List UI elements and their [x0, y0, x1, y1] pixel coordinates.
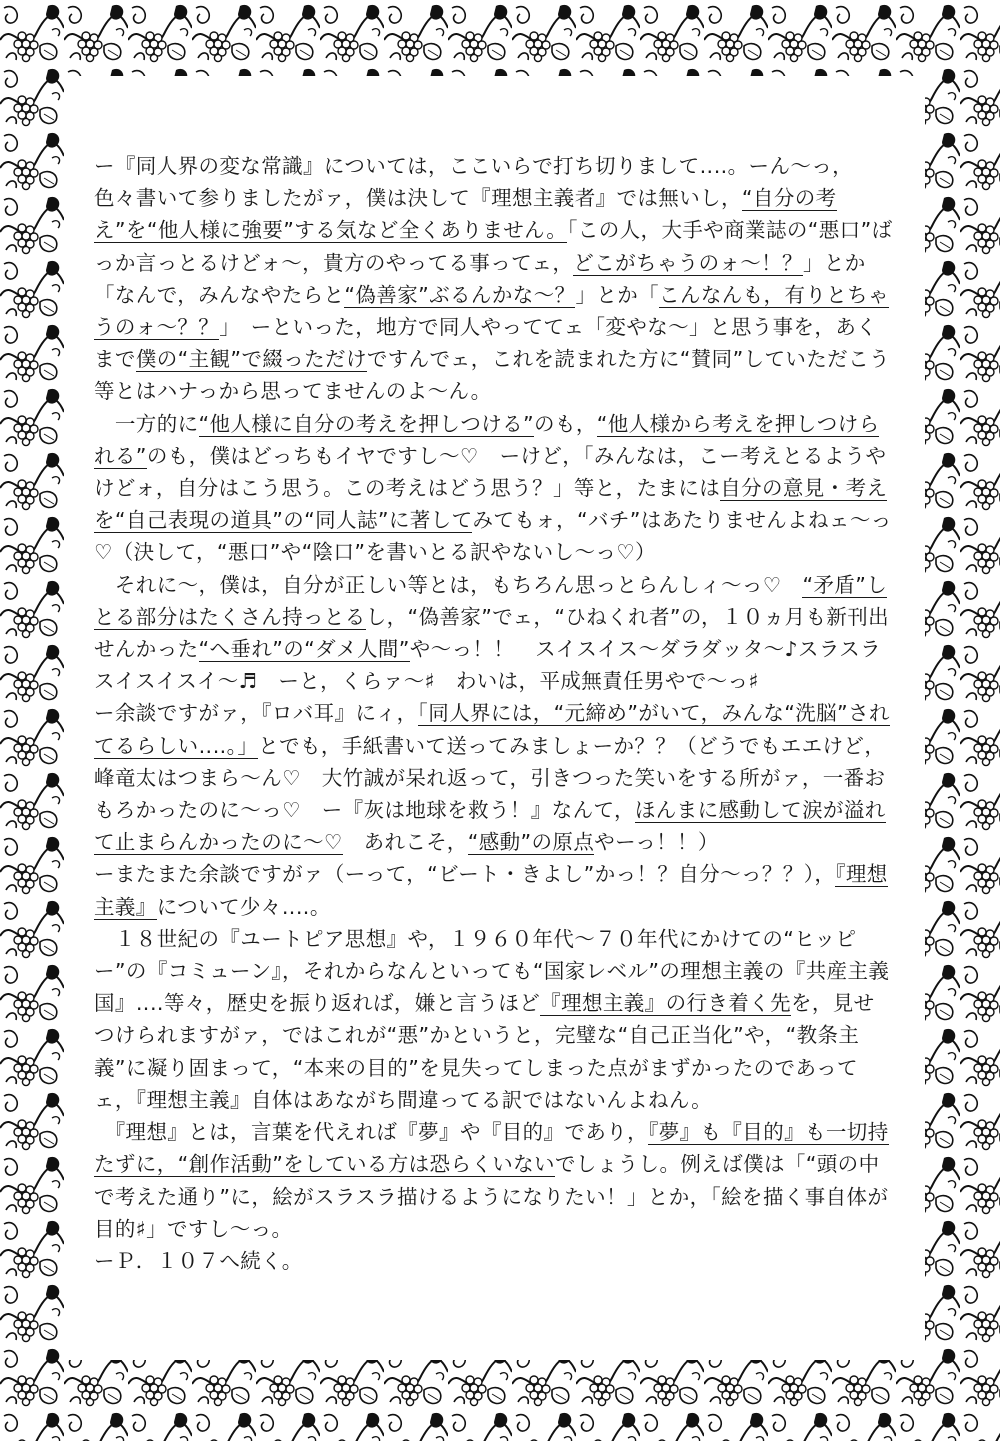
underlined-text: “他人様に自分の考えを押しつける” — [198, 411, 535, 436]
underlined-text: “矛盾”しとる部分はたくさん持っとる — [94, 572, 888, 629]
underlined-text: “他人様から考えを押しつけられる” — [94, 411, 880, 468]
paragraph: ーまたまた余談ですがァ（ーって，“ビート・きよし”かっ！？自分〜っ？？），『理想主義』について少々‥‥。 — [94, 862, 888, 919]
underlined-text: どこがちゃうのォ〜！？ — [573, 250, 803, 275]
underlined-text: 僕の“主観”で綴っただけ — [135, 347, 367, 372]
paragraph: それに〜，僕は，自分が正しい等とは，もちろん思っとらんしィ〜っ♡ “矛盾”しとる部分はたくさん持っとるし，“偽善家”でェ，“ひねくれ者”の，１０ヵ月も新刊出せんかった“へ垂れ”の“ダメ人間”や〜っ！！ スイスイス〜ダラダッタ〜♪スラスラスイスイスイ〜♬ ーと，くらァ〜♯ わいは，平成無責任男やで〜っ♯ — [94, 572, 890, 694]
paragraph: ー『同人界の変な常識』については，ここいらで打ち切りまして‥‥。ーん〜っ，色々書いて参りましたがァ，僕は決して『理想主義者』では無いし，“自分の考え”を“他人様に強要”する気など全くありません。「この人，大手や商業誌の“悪口”ばっか言っとるけどォ〜，貴方のやってる事ってェ，どこがちゃうのォ〜！？」とか「なんで，みんなやたらと“偽善家”ぶるんかな〜？」とか「こんなんも，有りとちゃうのォ〜？？」 ーといった，地方で同人やっててェ「変やな〜」と思う事を，あくまで僕の“主観”で綴っただけですんでェ，これを読まれた方に“賛同”していただこう等とはハナっから思ってませんのよ〜ん。 — [94, 154, 893, 404]
underlined-text: 「同人界には，“元締め”がいて，みんな“洗脳”されてるらしい‥‥。」 — [94, 701, 890, 758]
text-run: ー『同人界の変な常識』については，ここいらで打ち切りまして‥‥。ーん〜っ，色々書いて参りましたがァ，僕は決して『理想主義者』では無いし， — [94, 154, 854, 211]
underlined-text: “自分の考え”を“他人様に強要”する気など全くありません。 — [94, 186, 837, 243]
paragraph: ーＰ．１０７へ続く。 — [94, 1248, 303, 1273]
paragraph: 『理想』とは，言葉を代えれば『夢』や『目的』であり，『夢』も『目的』も一切持たずに，“創作活動”をしている方は恐らくいないでしょうし。例えば僕は「“頭の中で考えた通り”に，絵がスラスラ描けるようになりたい！」とか，「絵を描く事自体が目的♯」ですし〜っ。 — [94, 1120, 889, 1241]
underlined-text: ほんまに感動して涙が溢れて止まらんかったのに〜♡ — [94, 798, 886, 855]
underlined-text: 『理想主義』の行き着く先 — [540, 991, 791, 1016]
underlined-text: “へ垂れ”の“ダメ人間” — [198, 637, 410, 662]
paragraph: ー余談ですがァ，『ロバ耳』にィ，「同人界には，“元締め”がいて，みんな“洗脳”されてるらしい‥‥。」とでも，手紙書いて送ってみましょーか？？（どうでもエエけど，峰竜太はつまら〜ん♡ 大竹誠が呆れ返って，引きつった笑いをする所がァ，一番おもろかったのに〜っ♡ ー『灰は地球を救う！』なんて，ほんまに感動して涙が溢れて止まらんかったのに〜♡ あれこそ，“感動”の原点やーっ！！） — [94, 701, 890, 855]
paragraph: １８世紀の『ユートピア思想』や，１９６０年代〜７０年代にかけての“ヒッピー”の『コミューン』，それからなんといっても“国家レベル”の理想主義の『共産主義国』‥‥等々，歴史を振り返れば，嫌と言うほど『理想主義』の行き着く先を，見せつけられますがァ，ではこれが“悪”かというと，完璧な“自己正当化”や，“教条主義”に凝り固まって，“本来の目的”を見失ってしまった点がまずかったのであってェ，『理想主義』自体はあながち間違ってる訳ではないんよねん。 — [94, 926, 890, 1112]
underlined-text: こんなんも，有りとちゃうのォ〜？？ — [94, 282, 889, 340]
essay-text — [94, 150, 894, 1277]
underlined-text: 『理想主義』 — [94, 862, 888, 919]
underlined-text: “感動”の原点 — [467, 830, 595, 855]
underlined-text: 『夢』も『目的』も一切持たずに，“創作活動”をしている方は恐らくいない — [94, 1120, 889, 1177]
underlined-text: 自分の意見・考えを“自己表現の道具”の“同人誌”に著して — [94, 476, 888, 533]
underlined-text: “偽善家”ぶるんかな〜？ — [344, 282, 576, 307]
paragraph: 一方的に“他人様に自分の考えを押しつける”のも，“他人様から考えを押しつけられる”のも，僕はどっちもイヤですし〜♡ ーけど，「みんなは，こー考えとるようやけどォ，自分はこう思う。この考えはどう思う？」等と，たまには自分の意見・考えを“自己表現の道具”の“同人誌”に著してみてもォ，“バチ”はあたりませんよねェ〜っ♡（決して，“悪口”や“陰口”を書いとる訳やないし〜っ♡） — [94, 411, 892, 565]
